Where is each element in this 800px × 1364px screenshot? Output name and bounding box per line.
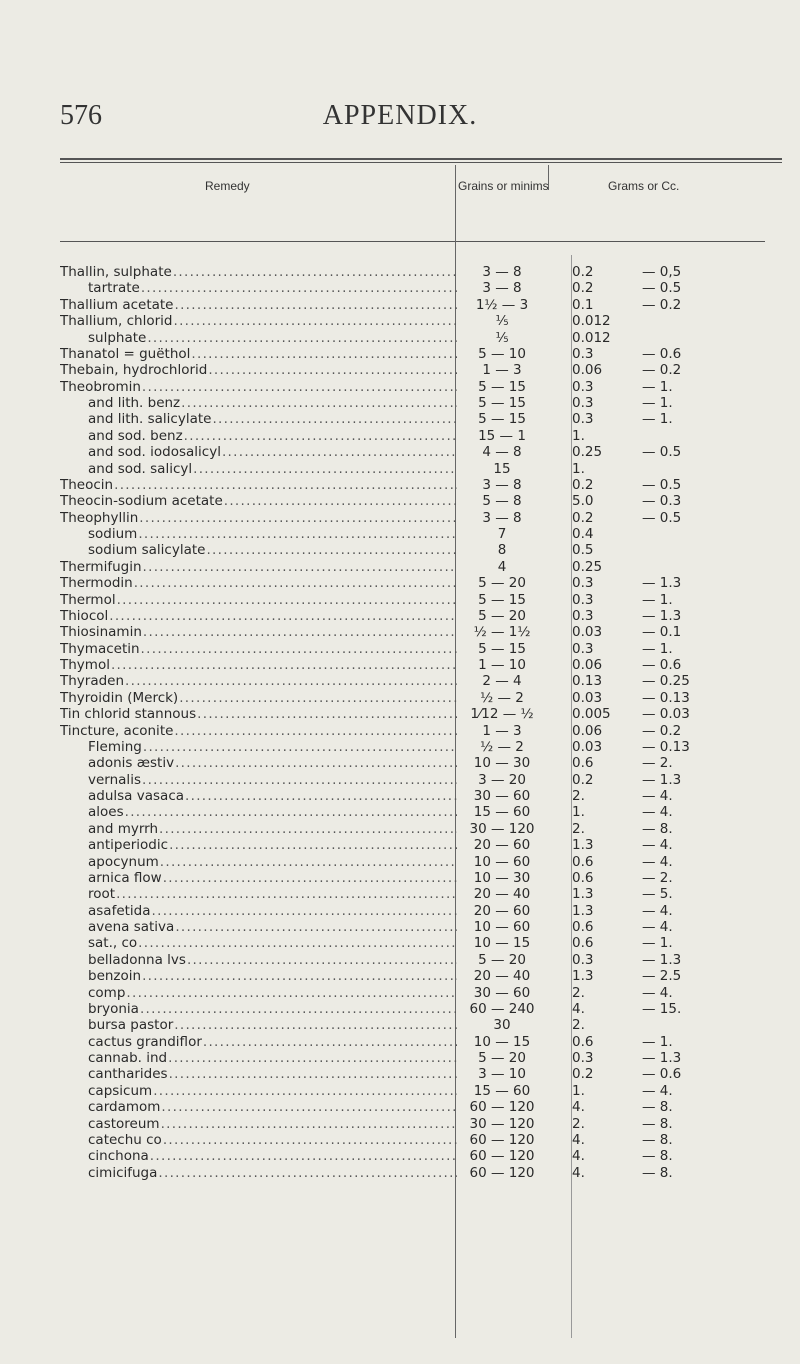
grams-dose-max: — 0,5: [642, 264, 682, 280]
table-row: [60, 542, 760, 558]
grains-dose: 1⁄12 — ½: [470, 706, 534, 723]
grains-dose: 30: [493, 1017, 511, 1034]
grams-dose-min: 0.6: [572, 1033, 594, 1050]
grams-dose-min: 0.3: [572, 345, 594, 362]
remedy-name: and sod. benz .....: [60, 428, 457, 444]
remedy-name: sulphate .....: [60, 330, 457, 346]
table-row: [60, 411, 760, 427]
remedy-name: and sod. iodosalicyl .....: [60, 444, 457, 460]
table-row: [60, 739, 760, 755]
grams-dose-min: 0.25: [572, 558, 603, 575]
remedy-name: sat., co .....: [60, 935, 457, 951]
column-header-grams: Grams or Cc.: [608, 179, 680, 193]
grains-dose: 5 — 20: [478, 951, 526, 968]
table-row: [60, 313, 760, 329]
grams-dose-max: — 8.: [642, 1099, 673, 1116]
table-row: [60, 575, 760, 591]
grams-dose-min: 1.3: [572, 886, 594, 903]
table-row: [60, 690, 760, 706]
table-row: [60, 755, 760, 771]
remedy-name: Thebain, hydrochlorid .....: [60, 362, 457, 378]
remedy-name: root .....: [60, 886, 457, 902]
grams-dose-max: — 0.5: [642, 476, 682, 493]
remedy-name: arnica flow .....: [60, 870, 457, 886]
remedy-name: asafetida .....: [60, 903, 457, 919]
grams-dose-max: — 4.: [642, 902, 673, 919]
remedy-name: Theophyllin .....: [60, 510, 457, 526]
grains-dose: 3 — 8: [482, 280, 522, 297]
grams-dose-max: — 1.: [642, 640, 673, 657]
grains-dose: 3 — 20: [478, 771, 526, 788]
grams-dose-max: — 1.: [642, 1033, 673, 1050]
grams-dose-max: — 15.: [642, 1000, 682, 1017]
grams-dose-min: 0.3: [572, 591, 594, 608]
grams-dose-min: 0.5: [572, 542, 594, 559]
grams-dose-min: 0.13: [572, 673, 603, 690]
column-header-remedy: Remedy: [205, 179, 250, 193]
remedy-name: Thiosinamin .....: [60, 624, 457, 640]
table-row: [60, 903, 760, 919]
grains-dose: 5 — 20: [478, 607, 526, 624]
grams-dose-min: 0.3: [572, 640, 594, 657]
grams-dose-min: 0.2: [572, 264, 594, 280]
grains-dose: 20 — 40: [473, 886, 531, 903]
grams-dose-min: 1.3: [572, 837, 594, 854]
grams-dose-min: 0.06: [572, 362, 603, 379]
table-row: [60, 1148, 760, 1164]
grams-dose-min: 4.: [572, 1131, 585, 1148]
table-row: [60, 608, 760, 624]
table-row: [60, 1165, 760, 1181]
grams-dose-min: 0.2: [572, 1066, 594, 1083]
remedy-name: and sod. salicyl .....: [60, 461, 457, 477]
remedy-name: Thallin, sulphate .....: [60, 264, 457, 280]
remedy-name: benzoin .....: [60, 968, 457, 984]
grams-dose-max: — 2.: [642, 755, 673, 772]
grains-dose: 10 — 15: [473, 1033, 531, 1050]
grams-dose-min: 0.3: [572, 411, 594, 428]
grains-dose: 5 — 20: [478, 575, 526, 592]
page-number: 576: [60, 100, 102, 131]
remedy-name: belladonna lvs .....: [60, 952, 457, 968]
remedy-name: sodium .....: [60, 526, 457, 542]
remedy-name: Thallium, chlorid .....: [60, 313, 457, 329]
table-row: [60, 297, 760, 313]
remedy-name: Fleming .....: [60, 739, 457, 755]
grains-dose: 15 — 1: [478, 427, 526, 444]
table-row: [60, 559, 760, 575]
remedy-name: and myrrh .....: [60, 821, 457, 837]
table-row: [60, 264, 760, 280]
grams-dose-max: — 0.5: [642, 509, 682, 526]
grams-dose-max: — 1.3: [642, 951, 682, 968]
header-bottom-rule: [60, 241, 765, 242]
grams-dose-min: 0.012: [572, 313, 611, 330]
grains-dose: ⅕: [495, 329, 509, 346]
grams-dose-min: 1.3: [572, 968, 594, 985]
remedy-name: and lith. salicylate .....: [60, 411, 457, 427]
grams-dose-min: 0.3: [572, 378, 594, 395]
grams-dose-min: 0.6: [572, 755, 594, 772]
grams-dose-min: 0.03: [572, 738, 603, 755]
grains-dose: 60 — 120: [469, 1148, 535, 1165]
grams-dose-min: 2.: [572, 820, 585, 837]
grams-dose-min: 0.4: [572, 526, 594, 542]
grains-dose: 15: [493, 460, 511, 477]
grams-dose-max: — 0.6: [642, 345, 682, 362]
remedy-name: cannab. ind .....: [60, 1050, 457, 1066]
table-row: [60, 1099, 760, 1115]
remedy-name: tartrate .....: [60, 280, 457, 296]
remedy-name: capsicum .....: [60, 1083, 457, 1099]
grains-dose: 5 — 15: [478, 378, 526, 395]
grams-dose-max: — 2.: [642, 869, 673, 886]
grains-dose: 5 — 8: [482, 493, 522, 510]
grains-dose: 3 — 10: [478, 1066, 526, 1083]
table-row: [60, 641, 760, 657]
remedy-name: apocynum .....: [60, 854, 457, 870]
grains-dose: 5 — 15: [478, 395, 526, 411]
table-row: [60, 510, 760, 526]
remedy-name: Thyroidin (Merck) .....: [60, 690, 457, 706]
table-row: [60, 657, 760, 673]
table-row: [60, 1116, 760, 1132]
table-row: [60, 1034, 760, 1050]
grams-dose-min: 0.2: [572, 509, 594, 526]
table-row: [60, 1017, 760, 1033]
remedy-name: Theocin-sodium acetate .....: [60, 493, 457, 509]
remedy-name: Thallium acetate .....: [60, 297, 457, 313]
grams-dose-max: — 8.: [642, 820, 673, 837]
remedy-name: cantharides .....: [60, 1066, 457, 1082]
table-row: [60, 673, 760, 689]
grams-dose-max: — 0.13: [642, 689, 690, 706]
grams-dose-min: 5.0: [572, 493, 594, 510]
table-row: [60, 886, 760, 902]
remedy-name: Thanatol = guëthol .....: [60, 346, 457, 362]
grams-dose-max: — 0.1: [642, 624, 682, 641]
table-row: [60, 493, 760, 509]
grains-dose: 5 — 15: [478, 411, 526, 428]
grams-dose-min: 1.: [572, 460, 585, 477]
table-row: [60, 1050, 760, 1066]
table-row: [60, 985, 760, 1001]
table-row: [60, 706, 760, 722]
grams-dose-max: — 1.3: [642, 1050, 682, 1066]
grams-dose-max: — 1.: [642, 591, 673, 608]
remedy-name: Tincture, aconite .....: [60, 723, 457, 739]
grains-dose: ½ — 1½: [473, 624, 531, 641]
grains-dose: 5 — 15: [478, 591, 526, 608]
table-row: [60, 968, 760, 984]
table-row: [60, 526, 760, 542]
grams-dose-min: 1.: [572, 804, 585, 821]
grams-dose-min: 4.: [572, 1148, 585, 1165]
remedy-name: Thymol .....: [60, 657, 457, 673]
grains-dose: 10 — 30: [473, 869, 531, 886]
grains-dose: 20 — 60: [473, 837, 531, 854]
grams-dose-min: 0.6: [572, 919, 594, 935]
grams-dose-max: — 0.6: [642, 1066, 682, 1083]
grams-dose-min: 0.3: [572, 1050, 594, 1066]
table-row: [60, 952, 760, 968]
grams-dose-max: — 0.13: [642, 738, 690, 755]
table-row: [60, 804, 760, 820]
grains-dose: 4 — 8: [482, 444, 522, 461]
remedy-name: bursa pastor .....: [60, 1017, 457, 1033]
grains-dose: ⅕: [495, 313, 509, 330]
grams-dose-max: — 4.: [642, 919, 673, 935]
grains-dose: 30 — 120: [469, 820, 535, 837]
grams-dose-min: 0.005: [572, 706, 611, 723]
grams-dose-min: 0.6: [572, 935, 594, 952]
table-row: [60, 837, 760, 853]
grams-dose-max: — 1.3: [642, 607, 682, 624]
grains-dose: 5 — 15: [478, 640, 526, 657]
remedy-name: castoreum .....: [60, 1116, 457, 1132]
table-row: [60, 788, 760, 804]
remedy-name: vernalis .....: [60, 772, 457, 788]
remedy-name: cactus grandiflor .....: [60, 1034, 457, 1050]
grains-dose: 60 — 120: [469, 1164, 535, 1181]
grams-dose-min: 2.: [572, 1017, 585, 1034]
grams-dose-max: — 4.: [642, 788, 673, 804]
table-row: [60, 723, 760, 739]
grains-dose: 5 — 10: [478, 345, 526, 362]
grams-dose-min: 1.: [572, 1082, 585, 1099]
table-row: [60, 772, 760, 788]
grams-dose-min: 2.: [572, 1115, 585, 1132]
grams-dose-max: — 1.3: [642, 575, 682, 592]
remedy-name: avena sativa .....: [60, 919, 457, 935]
grams-dose-max: — 2.5: [642, 968, 682, 985]
grams-dose-min: 0.3: [572, 951, 594, 968]
grams-dose-max: — 8.: [642, 1148, 673, 1165]
table-row: [60, 395, 760, 411]
table-row: [60, 919, 760, 935]
grams-dose-min: 0.1: [572, 296, 594, 313]
grams-dose-min: 4.: [572, 1099, 585, 1116]
grams-dose-max: — 0.25: [642, 673, 690, 690]
grains-dose: 30 — 60: [473, 984, 531, 1001]
table-row: [60, 1001, 760, 1017]
grains-dose: 10 — 60: [473, 919, 531, 935]
table-row: [60, 444, 760, 460]
grams-dose-max: — 0.5: [642, 280, 682, 297]
column-header-grains: Grains or minims: [458, 179, 549, 193]
grains-dose: 60 — 120: [469, 1131, 535, 1148]
grams-dose-max: — 1.: [642, 378, 673, 395]
grams-dose-max: — 0.6: [642, 657, 682, 673]
grams-dose-min: 0.2: [572, 280, 594, 297]
remedy-name: Thyraden .....: [60, 673, 457, 689]
header-top-rule-thin: [60, 162, 782, 163]
grains-dose: 1½ — 3: [475, 296, 529, 313]
grams-dose-min: 0.03: [572, 624, 603, 641]
grams-dose-min: 0.06: [572, 722, 603, 739]
grains-dose: 30 — 120: [469, 1115, 535, 1132]
grains-dose: 60 — 240: [469, 1000, 535, 1017]
grams-dose-min: 0.25: [572, 444, 603, 461]
grains-dose: 7: [497, 526, 507, 542]
grams-dose-max: — 8.: [642, 1131, 673, 1148]
table-row: [60, 477, 760, 493]
remedy-name: catechu co .....: [60, 1132, 457, 1148]
table-row: [60, 1132, 760, 1148]
remedy-name: Thermifugin .....: [60, 559, 457, 575]
grams-dose-min: 0.06: [572, 657, 603, 673]
grains-dose: 10 — 60: [473, 853, 531, 870]
grams-dose-min: 1.3: [572, 902, 594, 919]
grams-dose-min: 0.2: [572, 771, 594, 788]
grains-dose: 1 — 3: [482, 362, 522, 379]
grains-dose: 3 — 8: [482, 264, 522, 280]
table-row: [60, 1083, 760, 1099]
grams-dose-max: — 8.: [642, 1164, 673, 1181]
grams-dose-max: — 1.: [642, 411, 673, 428]
grams-dose-min: 2.: [572, 788, 585, 804]
table-row: [60, 379, 760, 395]
grains-dose: 4: [497, 558, 507, 575]
remedy-name: Thermodin .....: [60, 575, 457, 591]
table-row: [60, 624, 760, 640]
table-row: [60, 592, 760, 608]
grains-dose: 20 — 60: [473, 902, 531, 919]
grams-dose-min: 0.03: [572, 689, 603, 706]
table-row: [60, 362, 760, 378]
remedy-name: adulsa vasaca .....: [60, 788, 457, 804]
remedy-name: cinchona .....: [60, 1148, 457, 1164]
table-row: [60, 870, 760, 886]
remedy-name: Thermol .....: [60, 592, 457, 608]
remedy-name: cimicifuga .....: [60, 1165, 457, 1181]
grains-dose: 15 — 60: [473, 1082, 531, 1099]
header-top-rule: [60, 158, 782, 160]
grams-dose-max: — 0.03: [642, 706, 690, 723]
grains-dose: 15 — 60: [473, 804, 531, 821]
grams-dose-min: 4.: [572, 1000, 585, 1017]
grams-dose-min: 0.3: [572, 575, 594, 592]
grams-dose-max: — 4.: [642, 837, 673, 854]
grains-dose: ½ — 2: [480, 689, 524, 706]
grams-dose-max: — 4.: [642, 984, 673, 1001]
grams-dose-max: — 5.: [642, 886, 673, 903]
table-row: [60, 821, 760, 837]
table-row: [60, 935, 760, 951]
grams-dose-min: 1.: [572, 427, 585, 444]
grains-dose: 1 — 3: [482, 722, 522, 739]
grams-dose-max: — 1.3: [642, 771, 682, 788]
grams-dose-min: 0.6: [572, 869, 594, 886]
grams-dose-max: — 0.2: [642, 296, 682, 313]
grains-dose: 30 — 60: [473, 788, 531, 804]
remedy-name: cardamom .....: [60, 1099, 457, 1115]
grams-dose-max: — 4.: [642, 853, 673, 870]
remedy-name: Thymacetin .....: [60, 641, 457, 657]
table-row: [60, 330, 760, 346]
table-row: [60, 1066, 760, 1082]
grams-dose-min: 0.012: [572, 329, 611, 346]
grains-dose: 5 — 20: [478, 1050, 526, 1066]
grains-dose: 10 — 30: [473, 755, 531, 772]
grams-dose-min: 0.2: [572, 476, 594, 493]
grams-dose-max: — 1.: [642, 395, 673, 411]
remedy-name: Theocin .....: [60, 477, 457, 493]
remedy-name: and lith. benz .....: [60, 395, 457, 411]
table-row: [60, 280, 760, 296]
grams-dose-min: 4.: [572, 1164, 585, 1181]
remedy-table: [60, 264, 760, 1181]
remedy-name: Tin chlorid stannous .....: [60, 706, 457, 722]
grams-dose-max: — 0.2: [642, 362, 682, 379]
grams-dose-max: — 4.: [642, 1082, 673, 1099]
table-row: [60, 854, 760, 870]
grains-dose: 8: [497, 542, 507, 559]
grams-dose-max: — 0.3: [642, 493, 682, 510]
table-row: [60, 428, 760, 444]
grains-dose: 10 — 15: [473, 935, 531, 952]
grams-dose-max: — 4.: [642, 804, 673, 821]
grams-dose-max: — 1.: [642, 935, 673, 952]
grams-dose-max: — 8.: [642, 1115, 673, 1132]
grams-dose-min: 2.: [572, 984, 585, 1001]
table-row: [60, 346, 760, 362]
grains-dose: 3 — 8: [482, 476, 522, 493]
grams-dose-max: — 0.2: [642, 722, 682, 739]
remedy-name: aloes .....: [60, 804, 457, 820]
remedy-name: antiperiodic .....: [60, 837, 457, 853]
grams-dose-max: — 0.5: [642, 444, 682, 461]
grams-dose-min: 0.3: [572, 395, 594, 411]
running-head: APPENDIX.: [322, 100, 478, 131]
table-row: [60, 461, 760, 477]
remedy-name: sodium salicylate .....: [60, 542, 457, 558]
remedy-name: Theobromin .....: [60, 379, 457, 395]
grains-dose: ½ — 2: [480, 738, 524, 755]
grams-dose-min: 0.6: [572, 853, 594, 870]
grains-dose: 60 — 120: [469, 1099, 535, 1116]
grams-dose-min: 0.3: [572, 607, 594, 624]
remedy-name: comp .....: [60, 985, 457, 1001]
remedy-name: bryonia .....: [60, 1001, 457, 1017]
grains-dose: 2 — 4: [482, 673, 522, 690]
grains-dose: 1 — 10: [478, 657, 526, 673]
remedy-name: Thiocol .....: [60, 608, 457, 624]
remedy-name: adonis æstiv .....: [60, 755, 457, 771]
grains-dose: 20 — 40: [473, 968, 531, 985]
grains-dose: 3 — 8: [482, 509, 522, 526]
